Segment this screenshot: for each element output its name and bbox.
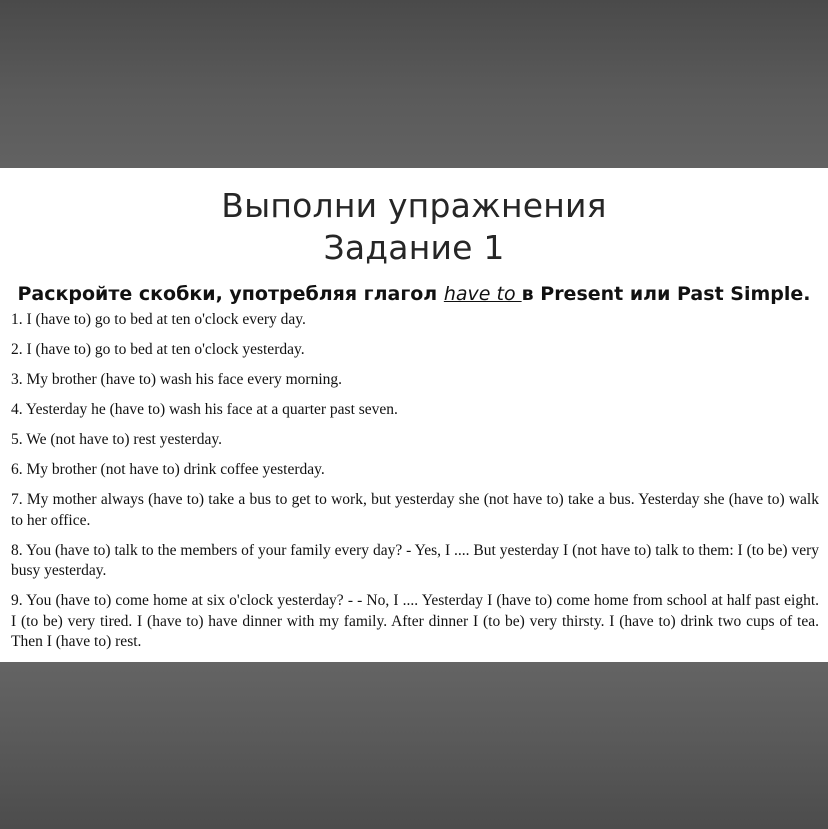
slide xyxy=(0,168,828,662)
exercise-item: 9. You (have to) come home at six o'clock yesterday? - - No, I .... Yesterday I (have to) come home from school at half past eight. I (to be) very tired. I (have to) have dinner with my family. After dinner I (to be) very thirsty. I (have to) drink two cups of tea. Then I (have to) rest. xyxy=(11,592,819,650)
exercise-item: 8. You (have to) talk to the members of your family every day? - Yes, I .... But yesterday I (not have to) talk to them: I (to be) very busy yesterday. xyxy=(11,541,819,579)
instruction-before: Раскройте скобки, употребляя глагол xyxy=(17,283,444,305)
exercise-item: 7. My mother always (have to) take a bus to get to work, but yesterday she (not have to) take a bus. Yesterday she (have to) walk to her office. xyxy=(11,491,819,529)
exercise-item: 6. My brother (not have to) drink coffee yesterday. xyxy=(11,461,325,478)
instruction-verb: have to xyxy=(443,283,522,305)
exercise-item: 5. We (not have to) rest yesterday. xyxy=(11,431,222,448)
instruction-text xyxy=(0,281,828,307)
exercise-item: 3. My brother (have to) wash his face every morning. xyxy=(11,371,342,388)
slide-title: Выполни упражнения xyxy=(221,186,607,225)
bottom-background-band xyxy=(0,662,828,829)
exercise-item: 4. Yesterday he (have to) wash his face at a quarter past seven. xyxy=(11,401,398,418)
top-background-band xyxy=(0,0,828,168)
exercise-item: 1. I (have to) go to bed at ten o'clock every day. xyxy=(11,311,306,328)
exercise-item: 2. I (have to) go to bed at ten o'clock yesterday. xyxy=(11,341,305,358)
slide-subtitle: Задание 1 xyxy=(323,228,505,267)
exercise-list xyxy=(11,310,819,662)
instruction-after: в Present или Past Simple. xyxy=(521,283,811,305)
